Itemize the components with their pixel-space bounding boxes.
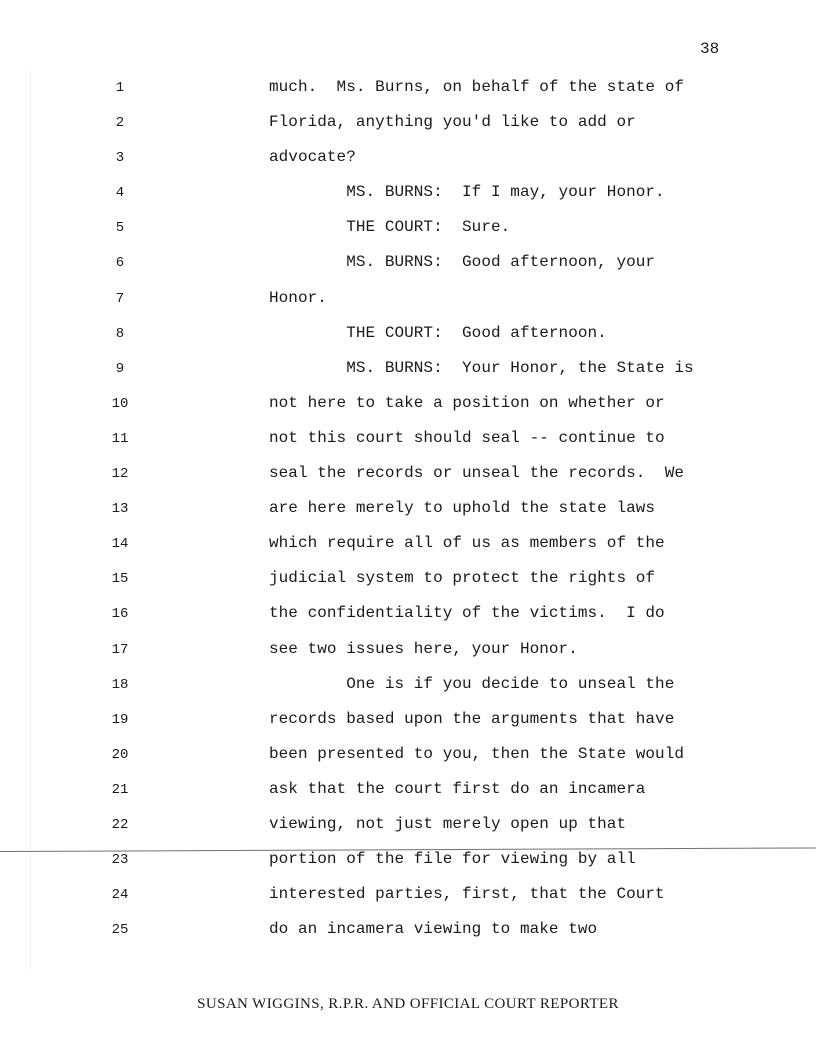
transcript-line — [0, 71, 816, 106]
transcript-line — [0, 668, 816, 703]
line-text: THE COURT: Good afternoon. — [269, 323, 607, 342]
line-number: 9 — [115, 360, 125, 377]
line-text: THE COURT: Sure. — [269, 218, 511, 237]
line-number: 5 — [115, 220, 125, 237]
line-text: One is if you decide to unseal the — [269, 674, 675, 693]
line-number: 23 — [111, 852, 129, 869]
reporter-footer: SUSAN WIGGINS, R.P.R. AND OFFICIAL COURT REPORTER — [197, 996, 619, 1012]
line-number: 1 — [115, 80, 125, 96]
line-number: 4 — [115, 185, 125, 202]
line-text: Florida, anything you'd like to add or — [269, 113, 636, 132]
line-text: interested parties, first, that the Court — [269, 885, 665, 904]
transcript-line — [0, 211, 816, 246]
line-text: not here to take a position on whether or — [269, 393, 665, 412]
line-text: judicial system to protect the rights of — [269, 569, 656, 588]
transcript-line — [0, 422, 816, 457]
line-number: 13 — [111, 501, 129, 518]
line-text: which require all of us as members of the — [269, 534, 665, 553]
line-text: do an incamera viewing to make two — [269, 920, 598, 939]
line-text: MS. BURNS: Your Honor, the State is — [269, 358, 694, 377]
line-number: 21 — [111, 781, 129, 798]
transcript-line — [0, 317, 816, 352]
line-number: 20 — [111, 746, 129, 763]
transcript-line — [0, 597, 816, 632]
transcript-line — [0, 141, 816, 176]
transcript-line — [0, 352, 816, 387]
line-number: 19 — [111, 711, 129, 728]
line-text: advocate? — [269, 148, 356, 167]
transcript-line — [0, 492, 816, 527]
transcript-body — [0, 71, 816, 948]
transcript-line — [0, 703, 816, 738]
line-text: are here merely to uphold the state laws — [269, 499, 656, 518]
line-text: MS. BURNS: Good afternoon, your — [269, 253, 656, 272]
transcript-line — [0, 562, 816, 597]
line-text: records based upon the arguments that have — [269, 709, 675, 728]
line-number: 8 — [115, 325, 125, 342]
transcript-line — [0, 387, 816, 422]
line-text: seal the records or unseal the records. We — [269, 464, 685, 483]
line-text: see two issues here, your Honor. — [269, 639, 578, 658]
line-number: 24 — [111, 887, 129, 904]
line-number: 22 — [111, 816, 129, 833]
line-number: 11 — [111, 430, 129, 447]
transcript-line — [0, 878, 816, 913]
transcript-line — [0, 808, 816, 843]
line-number: 25 — [111, 922, 129, 939]
transcript-line — [0, 773, 816, 808]
line-number: 15 — [111, 571, 129, 588]
transcript-line — [0, 633, 816, 668]
line-text: Honor. — [269, 288, 327, 307]
line-number: 10 — [111, 395, 129, 412]
line-text: much. Ms. Burns, on behalf of the state of — [269, 78, 685, 96]
line-number: 17 — [111, 641, 129, 658]
line-text: the confidentiality of the victims. I do — [269, 604, 665, 623]
line-number: 3 — [115, 150, 125, 167]
transcript-line — [0, 176, 816, 211]
line-number: 12 — [111, 466, 129, 483]
line-text: viewing, not just merely open up that — [269, 814, 627, 833]
line-text: MS. BURNS: If I may, your Honor. — [269, 183, 665, 202]
page-number: 38 — [700, 40, 720, 58]
line-text: ask that the court first do an incamera — [269, 779, 646, 798]
line-text: portion of the file for viewing by all — [269, 850, 636, 869]
line-number: 14 — [111, 536, 129, 553]
transcript-line — [0, 106, 816, 141]
transcript-line — [0, 527, 816, 562]
line-text: been presented to you, then the State would — [269, 744, 685, 763]
line-number: 16 — [111, 606, 129, 623]
transcript-line — [0, 913, 816, 948]
transcript-line — [0, 738, 816, 773]
transcript-line — [0, 282, 816, 317]
line-number: 2 — [115, 115, 125, 132]
line-number: 6 — [115, 255, 125, 272]
line-text: not this court should seal -- continue to — [269, 428, 665, 447]
line-number: 7 — [115, 290, 125, 307]
transcript-line — [0, 457, 816, 492]
line-number: 18 — [111, 676, 129, 693]
transcript-line — [0, 246, 816, 281]
